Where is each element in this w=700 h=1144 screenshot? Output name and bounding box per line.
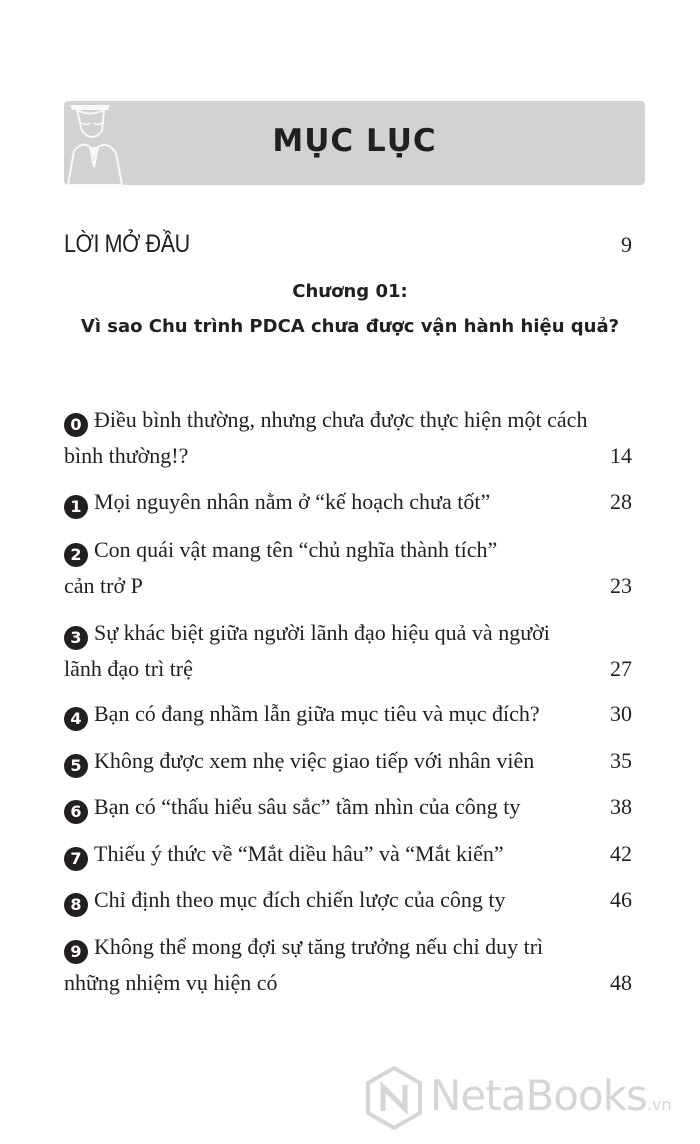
toc-item [64, 929, 632, 1001]
netabooks-logo-icon [364, 1065, 424, 1131]
intro-page-number: 9 [621, 232, 632, 257]
item-title: Mọi nguyên nhân nằm ở “kế hoạch chưa tốt” [94, 489, 491, 514]
item-title: Bạn có đang nhầm lẫn giữa mục tiêu và mục đích? [94, 701, 540, 726]
item-title: Chỉ định theo mục đích chiến lược của công ty [94, 887, 506, 912]
item-title: Không được xem nhẹ việc giao tiếp với nhân viên [94, 748, 535, 773]
toc-heading-banner [64, 101, 645, 185]
item-title: Không thể mong đợi sự tăng trưởng nếu chỉ duy trì [94, 934, 544, 959]
item-title: Bạn có “thấu hiểu sâu sắc” tầm nhìn của công ty [94, 794, 521, 819]
chapter-label: Chương 01: [292, 281, 408, 302]
item-page-number: 27 [610, 656, 632, 681]
intro-title: LỜI MỞ ĐẦU [64, 230, 190, 258]
item-page-number: 42 [610, 841, 632, 866]
item-page-number: 23 [610, 573, 632, 598]
item-title-continued: bình thường!? [64, 443, 189, 468]
toc-item [64, 532, 632, 604]
intro-entry [64, 228, 632, 264]
item-title: Thiếu ý thức về “Mắt diều hâu” và “Mắt kiến” [94, 841, 504, 866]
toc-item [64, 484, 632, 520]
watermark-tld: .vn [646, 1095, 672, 1114]
item-number-badge: 9 [64, 940, 88, 964]
chapter-title: Vì sao Chu trình PDCA chưa được vận hành hiệu quả? [80, 316, 620, 337]
toc-item [64, 789, 632, 825]
item-page-number: 30 [610, 701, 632, 726]
item-page-number: 48 [610, 970, 632, 995]
item-page-number: 28 [610, 489, 632, 514]
item-title-continued: lãnh đạo trì trệ [64, 656, 193, 681]
item-number-badge: 4 [64, 707, 88, 731]
toc-item [64, 882, 632, 918]
netabooks-watermark [364, 1065, 694, 1135]
item-title: Con quái vật mang tên “chủ nghĩa thành tích” [94, 537, 498, 562]
item-page-number: 38 [610, 794, 632, 819]
item-number-badge: 8 [64, 893, 88, 917]
toc-item [64, 402, 632, 474]
item-number-badge: 3 [64, 626, 88, 650]
item-number-badge: 0 [64, 413, 88, 437]
item-title-continued: cản trở P [64, 573, 143, 598]
toc-item [64, 615, 632, 687]
toc-item [64, 743, 632, 779]
item-title: Sự khác biệt giữa người lãnh đạo hiệu quả và người [94, 620, 550, 645]
item-page-number: 14 [610, 443, 632, 468]
watermark-brand: NetaBooks [430, 1071, 647, 1120]
item-title-continued: những nhiệm vụ hiện có [64, 970, 278, 995]
page-title: MỤC LỤC [272, 123, 437, 159]
item-number-badge: 1 [64, 495, 88, 519]
toc-item [64, 836, 632, 872]
item-page-number: 35 [610, 748, 632, 773]
item-number-badge: 2 [64, 543, 88, 567]
item-number-badge: 7 [64, 847, 88, 871]
item-title: Điều bình thường, nhưng chưa được thực hiện một cách [94, 407, 588, 432]
item-number-badge: 6 [64, 800, 88, 824]
item-number-badge: 5 [64, 754, 88, 778]
toc-item [64, 696, 632, 732]
watermark-text [430, 1071, 672, 1120]
item-page-number: 46 [610, 887, 632, 912]
